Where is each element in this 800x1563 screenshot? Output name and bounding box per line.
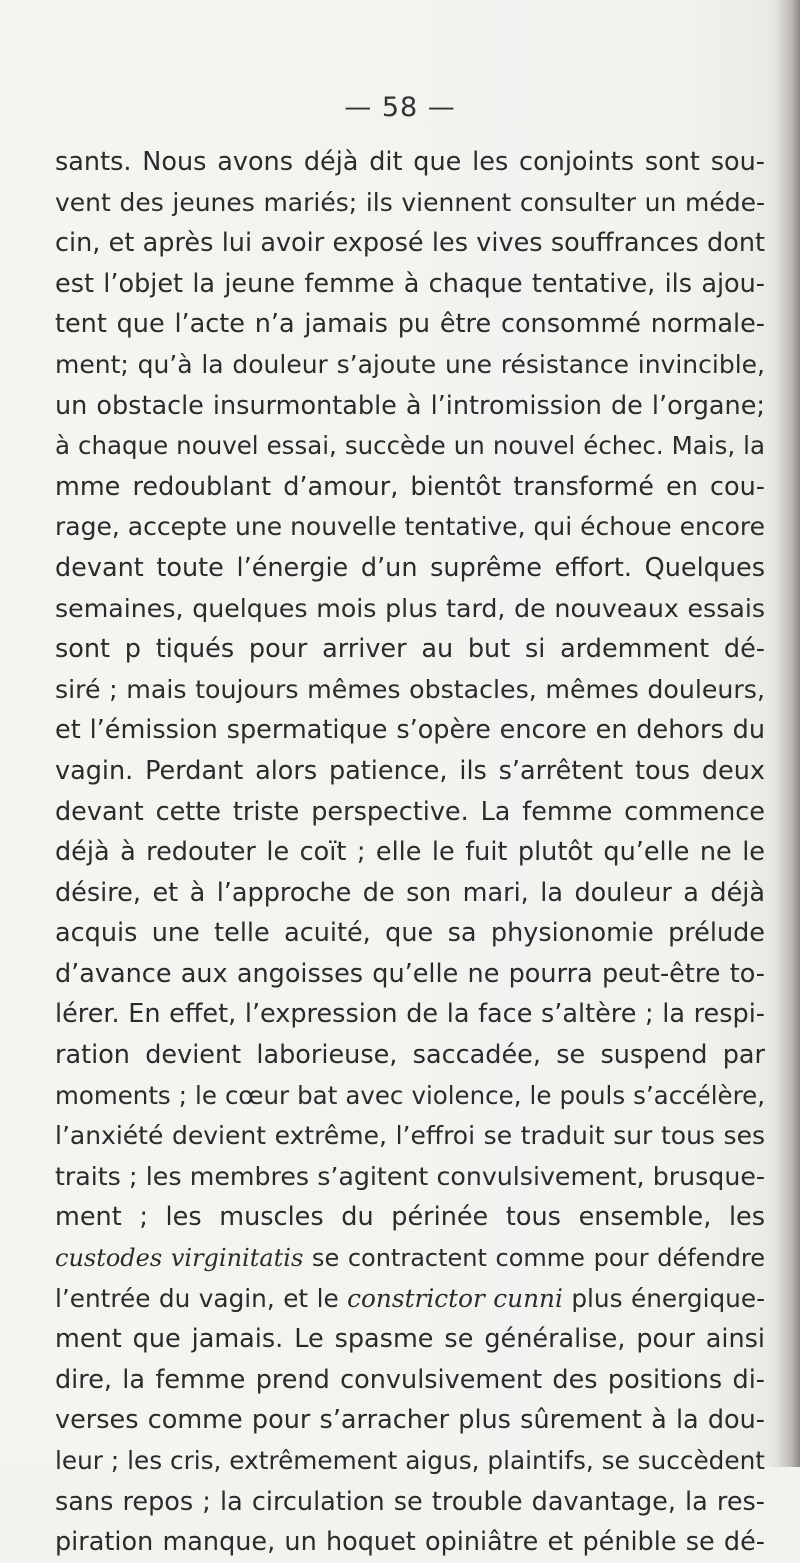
text-line xyxy=(55,1238,765,1279)
text-segment: siré ; mais toujours mêmes obstacles, mêmes douleurs, xyxy=(55,674,765,704)
text-line xyxy=(55,629,765,670)
text-segment: devant cette triste perspective. La femme commence xyxy=(55,796,765,827)
text-segment: vagin. Perdant alors patience, ils s’arrêtent tous deux xyxy=(55,755,765,786)
text-segment: acquis une telle acuité, que sa physionomie prélude xyxy=(55,918,765,949)
text-segment: ment; qu’à la douleur s’ajoute une résistance invincible, xyxy=(55,349,765,379)
text-line xyxy=(55,832,765,873)
text-line xyxy=(55,304,765,345)
text-line xyxy=(55,994,765,1035)
text-segment: désire, et à l’approche de son mari, la douleur a déjà xyxy=(55,877,765,908)
text-line xyxy=(55,913,765,954)
text-segment: sants. Nous avons déjà dit que les conjoints sont sou- xyxy=(55,147,765,177)
page-number: — 58 — xyxy=(344,92,456,123)
page-edge-shadow xyxy=(778,0,800,1467)
text-line xyxy=(55,142,765,183)
text-line xyxy=(55,183,765,224)
text-segment: un obstacle insurmontable à l’intromission de l’organe; xyxy=(55,390,765,421)
text-line xyxy=(55,589,765,630)
text-segment: sont p tiqués pour arriver au but si ardemment dé- xyxy=(55,634,765,665)
text-line xyxy=(55,1157,765,1198)
text-line xyxy=(55,1279,765,1320)
body-text xyxy=(55,142,765,1563)
text-line xyxy=(55,1116,765,1157)
text-line xyxy=(55,670,765,711)
text-segment: l’anxiété devient extrême, l’effroi se traduit sur tous ses xyxy=(55,1121,765,1151)
text-line xyxy=(55,1197,765,1238)
text-segment: d’avance aux angoisses qu’elle ne pourra peut-être to- xyxy=(55,958,765,989)
text-segment: plus énergique- xyxy=(562,1283,765,1313)
text-line xyxy=(55,426,765,467)
text-line xyxy=(55,954,765,995)
text-line xyxy=(55,873,765,914)
text-line xyxy=(55,1360,765,1401)
text-line xyxy=(55,1035,765,1076)
text-line xyxy=(55,1076,765,1117)
text-line xyxy=(55,1400,765,1441)
text-segment: vent des jeunes mariés; ils viennent consulter un méde- xyxy=(55,187,765,217)
text-line xyxy=(55,751,765,792)
text-segment: l’entrée du vagin, et le xyxy=(55,1283,348,1313)
text-line xyxy=(55,710,765,751)
text-line xyxy=(55,1441,765,1482)
text-line xyxy=(55,1522,765,1563)
text-line xyxy=(55,1319,765,1360)
text-line xyxy=(55,345,765,386)
text-segment: à chaque nouvel essai, succède un nouvel échec. Mais, la xyxy=(55,431,765,461)
text-segment: cin, et après lui avoir exposé les vives souffrances dont xyxy=(55,228,765,259)
text-segment: sans repos ; la circulation se trouble davantage, la res- xyxy=(55,1486,765,1517)
text-line xyxy=(55,467,765,508)
text-segment: verses comme pour s’arracher plus sûrement à la dou- xyxy=(55,1405,765,1436)
text-segment: devant toute l’énergie d’un suprême effort. Quelques xyxy=(55,552,765,583)
text-segment: mme redoublant d’amour, bientôt transformé en cou- xyxy=(55,471,765,502)
text-segment: se contractent comme pour défendre xyxy=(303,1244,765,1273)
italic-term: custodes virginitatis xyxy=(55,1244,304,1273)
text-line xyxy=(55,792,765,833)
text-segment: dire, la femme prend convulsivement des positions di- xyxy=(55,1364,765,1395)
text-segment: semaines, quelques mois plus tard, de nouveaux essais xyxy=(55,593,765,623)
text-segment: piration manque, un hoquet opiniâtre et pénible se dé- xyxy=(55,1527,765,1558)
text-line xyxy=(55,223,765,264)
text-segment: leur ; les cris, extrêmement aigus, plaintifs, se succèdent xyxy=(55,1446,765,1475)
text-line xyxy=(55,548,765,589)
text-line xyxy=(55,264,765,305)
text-segment: lérer. En effet, l’expression de la face s’altère ; la respi- xyxy=(55,999,765,1030)
text-segment: ment que jamais. Le spasme se généralise, pour ainsi xyxy=(55,1324,765,1355)
text-segment: est l’objet la jeune femme à chaque tentative, ils ajou- xyxy=(55,268,765,299)
text-segment: déjà à redouter le coït ; elle le fuit plutôt qu’elle ne le xyxy=(55,837,765,868)
text-line xyxy=(55,507,765,548)
text-segment: traits ; les membres s’agitent convulsivement, brusque- xyxy=(55,1161,765,1191)
text-line xyxy=(55,386,765,427)
text-segment: tent que l’acte n’a jamais pu être consommé normale- xyxy=(55,309,765,340)
text-segment: rage, accepte une nouvelle tentative, qui échoue encore xyxy=(55,512,765,542)
text-segment: moments ; le cœur bat avec violence, le pouls s’accélère, xyxy=(55,1080,765,1110)
text-line xyxy=(55,1482,765,1523)
text-segment: ment ; les muscles du périnée tous ensemble, les xyxy=(55,1202,765,1233)
text-segment: ration devient laborieuse, saccadée, se suspend par xyxy=(55,1040,765,1071)
text-segment: et l’émission spermatique s’opère encore en dehors du xyxy=(55,715,765,746)
italic-term: constrictor cunni xyxy=(347,1283,563,1313)
